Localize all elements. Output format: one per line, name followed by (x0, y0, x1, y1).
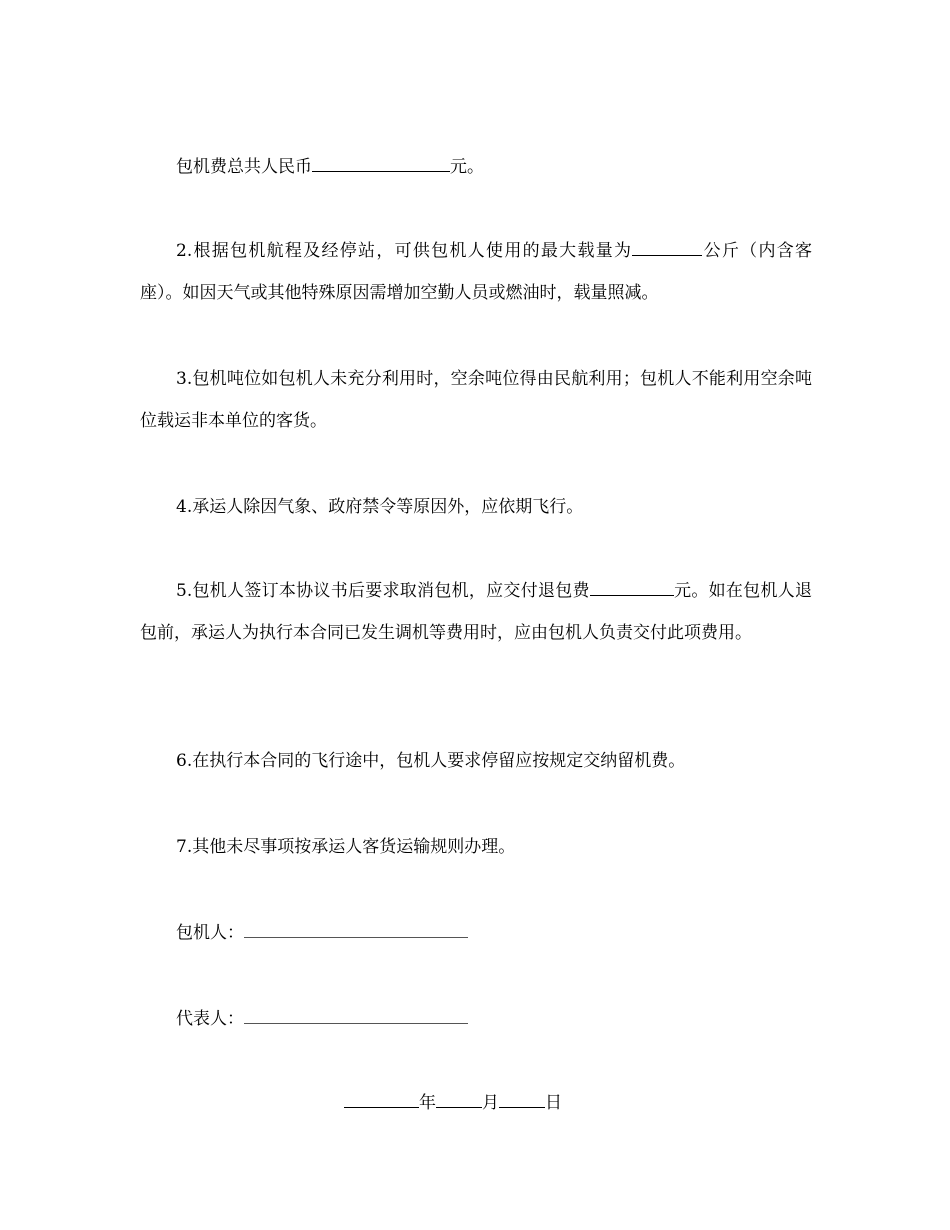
clause-5-text-after: 元。如在包机人退包前，承运人为执行本合同已发生调机等费用时，应由包机人负责交付此项费用。 (140, 581, 813, 643)
representative-signature-row (176, 1004, 468, 1034)
charterer-signature-row (176, 918, 468, 948)
month-blank[interactable] (436, 1093, 482, 1108)
charterer-signature-line[interactable] (244, 922, 468, 938)
total-fee-text-before: 包机费总共人民币 (176, 157, 312, 177)
date-row (344, 1088, 562, 1118)
charterer-label: 包机人： (176, 923, 244, 943)
year-blank[interactable] (344, 1093, 419, 1108)
month-label: 月 (482, 1093, 499, 1113)
clause-7-paragraph: 7.其他未尽事项按承运人客货运输规则办理。 (176, 837, 516, 857)
day-label: 日 (545, 1093, 562, 1113)
clause-2-paragraph (140, 230, 812, 314)
total-fee-blank[interactable] (312, 157, 450, 172)
clause-4-paragraph: 4.承运人除因气象、政府禁令等原因外，应依期飞行。 (176, 497, 584, 517)
year-label: 年 (419, 1093, 436, 1113)
representative-label: 代表人： (176, 1009, 244, 1029)
total-fee-text-after: 元。 (450, 157, 484, 177)
clause-5-text-before: 5.包机人签订本协议书后要求取消包机，应交付退包费 (176, 581, 590, 601)
clause-2-text-before: 2.根据包机航程及经停站，可供包机人使用的最大载量为 (176, 241, 633, 261)
day-blank[interactable] (499, 1093, 545, 1108)
clause-6-paragraph: 6.在执行本合同的飞行途中，包机人要求停留应按规定交纳留机费。 (176, 751, 686, 771)
cancellation-fee-blank[interactable] (590, 581, 674, 596)
clause-2-text-after: 公斤（内含客座）。如因天气或其他特殊原因需增加空勤人员或燃油时，载量照减。 (140, 241, 813, 303)
representative-signature-line[interactable] (244, 1008, 468, 1024)
max-load-blank[interactable] (632, 241, 702, 256)
total-fee-paragraph (140, 146, 812, 188)
clause-5-paragraph (140, 570, 812, 654)
clause-3-paragraph: 3.包机吨位如包机人未充分利用时，空余吨位得由民航利用；包机人不能利用空余吨位载运非本单位的客货。 (140, 369, 812, 431)
